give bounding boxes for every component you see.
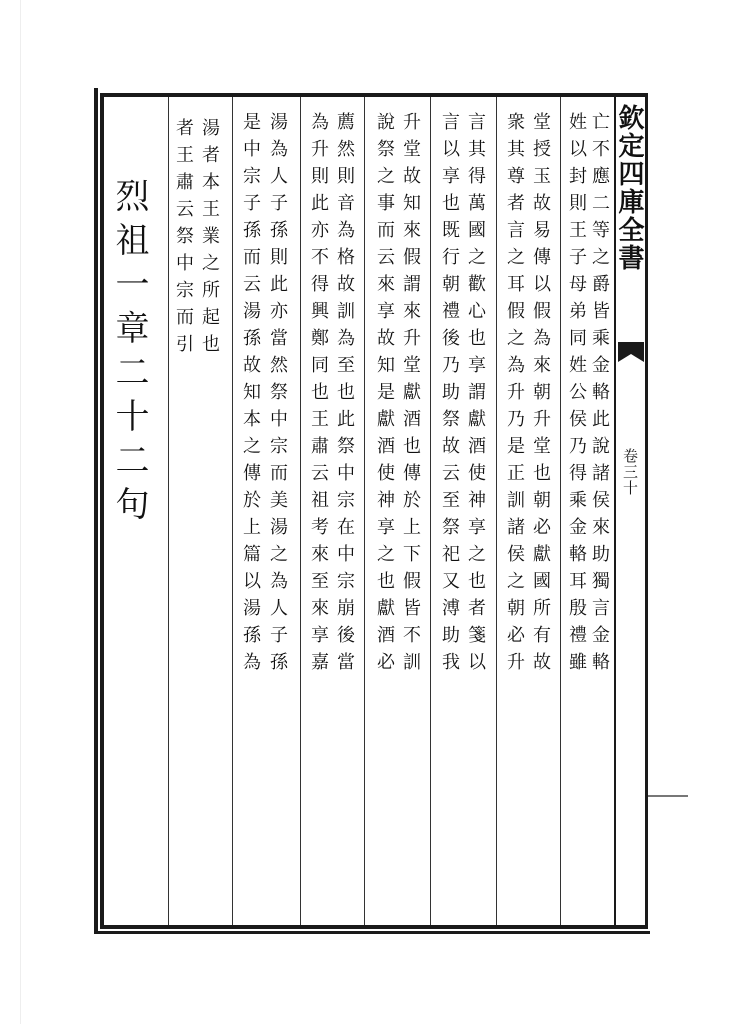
- text-column: 衆其尊者言之耳假之為升乃是正訓諸侯之朝必升: [504, 112, 525, 679]
- column-divider: [168, 97, 169, 925]
- text-column: 者王肅云祭中宗而引: [173, 118, 194, 361]
- column-divider: [560, 97, 561, 925]
- text-column: 薦然則音為格故訓為至也此祭中宗在中宗崩後當: [334, 112, 355, 679]
- text-column: 升堂故知來假謂來升堂獻酒也傳於上下假皆不訓: [400, 112, 421, 679]
- volume-label: 卷三十: [621, 448, 639, 496]
- text-column: 說祭之事而云來享故知是獻酒使神享之也獻酒必: [374, 112, 395, 679]
- section-title: 烈祖一章二十二句: [109, 178, 149, 530]
- bottom-border-line: [98, 931, 650, 934]
- text-column: 言以享也既行朝禮後乃助祭故云至祭祀又溥助我: [439, 112, 460, 679]
- column-divider: [364, 97, 365, 925]
- text-column: 亡不應二等之爵皆乘金輅此說諸侯來助獨言金輅: [589, 112, 610, 679]
- text-column: 是中宗子孫而云湯孫故知本之傳於上篇以湯孫為: [240, 112, 261, 679]
- margin-tick: [648, 795, 688, 797]
- book-title: 欽定四庫全書: [614, 104, 644, 272]
- text-column: 言其得萬國之歡心也享謂獻酒使神享之也者箋以: [465, 112, 486, 679]
- column-divider: [430, 97, 431, 925]
- text-column: 湯為人子孫則此亦當然祭中宗而美湯之為人子孫: [267, 112, 288, 679]
- text-column: 堂授玉故易傳以假為來朝升堂也朝必獻國所有故: [530, 112, 551, 679]
- text-column: 姓以封則王子母弟同姓公侯乃得乘金輅耳殷禮雖: [566, 112, 587, 679]
- text-column: 為升則此亦不得興鄭同也王肅云祖考來至來享嘉: [308, 112, 329, 679]
- paper-edge: [20, 0, 21, 1024]
- column-divider: [232, 97, 233, 925]
- left-border-line: [94, 88, 98, 934]
- column-divider: [496, 97, 497, 925]
- text-column: 湯者本王業之所起也: [199, 118, 220, 361]
- column-divider: [300, 97, 301, 925]
